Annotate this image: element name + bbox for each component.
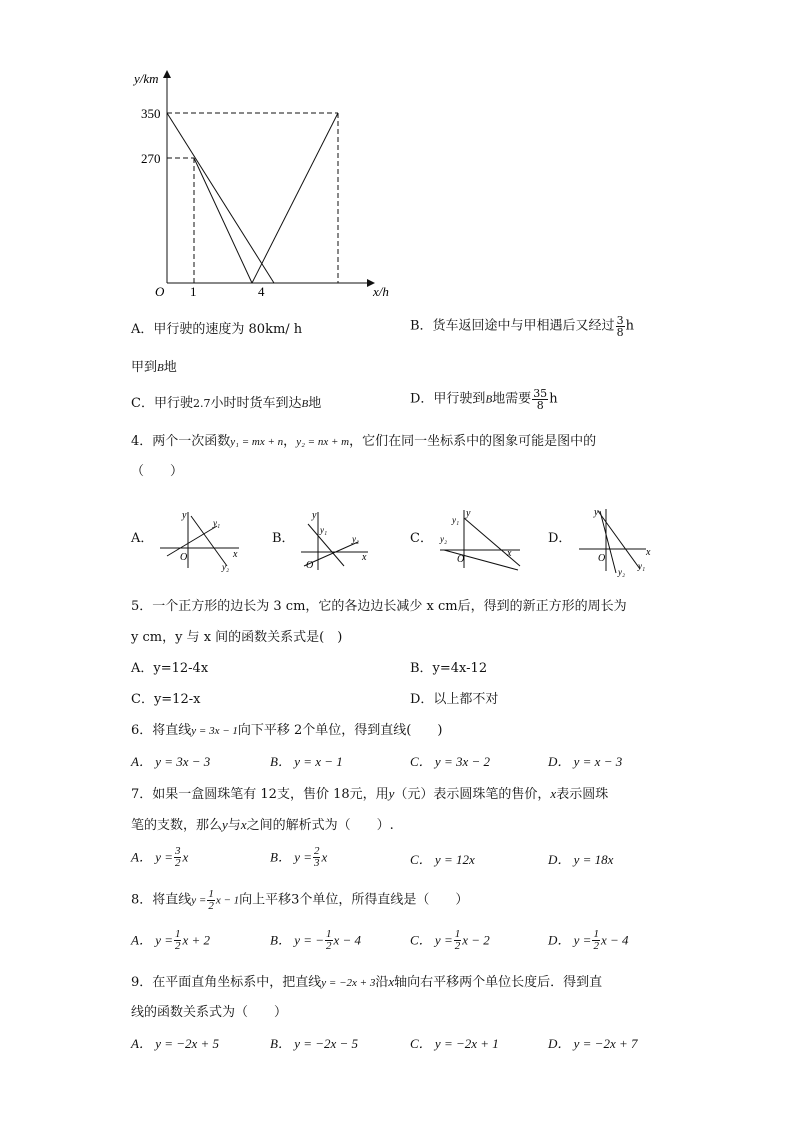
q4-option-b-label[interactable]: B． — [272, 531, 295, 546]
svg-text:x: x — [646, 547, 651, 558]
q4-graph-a[interactable] — [155, 508, 245, 572]
q9-stem-line1: 9．在平面直角坐标系中，把直线y = −2x + 3沿x轴向右平移两个单位长度后．得到直 — [131, 974, 603, 990]
y-tick-270: 270 — [141, 151, 161, 166]
q4-graph-c[interactable] — [434, 504, 530, 572]
svg-text:y: y — [594, 507, 599, 518]
svg-text:y: y — [312, 510, 317, 521]
svg-text:y₁: y₁ — [320, 525, 328, 535]
q6-option-d[interactable]: D． y = x − 3 — [548, 754, 623, 769]
q6-option-c[interactable]: C． y = 3x − 2 — [410, 754, 491, 769]
q9-option-a[interactable]: A． y = −2x + 5 — [131, 1036, 220, 1051]
svg-text:O: O — [598, 553, 606, 564]
x-tick-4: 4 — [258, 284, 265, 299]
svg-text:x: x — [362, 552, 367, 563]
svg-text:O: O — [306, 560, 314, 571]
q5-option-c[interactable]: C．y=12-x — [131, 692, 201, 707]
q4-option-c-label[interactable]: C． — [410, 531, 433, 546]
q3-b-post: h — [625, 318, 634, 334]
svg-text:y₁: y₁ — [638, 561, 646, 571]
q9-option-d[interactable]: D． y = −2x + 7 — [548, 1036, 638, 1051]
q9-option-c[interactable]: C． y = −2x + 1 — [410, 1036, 499, 1051]
q5-option-b[interactable]: B．y=4x-12 — [410, 661, 488, 676]
q5-option-a[interactable]: A．y=12-4x — [131, 661, 209, 676]
q5-stem-line1: 5．一个正方形的边长为 3 cm，它的各边边长减少 x cm后，得到的新正方形的周长为 — [131, 599, 627, 614]
q9-stem-line2: 线的函数关系式为（ ） — [131, 1005, 288, 1020]
svg-text:y₂: y₂ — [352, 534, 360, 544]
q8-option-b[interactable]: B． y = − $\frac{1}{2}$ x − 4 — [270, 928, 362, 952]
q7-option-c[interactable]: C． y = 12x — [410, 852, 475, 867]
q8-option-a[interactable]: A． y = $\frac{1}{2}$ x + 2 — [131, 928, 211, 952]
q8-option-c[interactable]: C． y = $\frac{1}{2}$ x − 2 — [410, 928, 490, 952]
svg-text:x: x — [507, 548, 512, 559]
q3-option-b-line2: 甲到B地 — [131, 360, 177, 375]
y-axis-label: y/km — [134, 71, 159, 86]
line-truck-back — [252, 113, 338, 283]
q4-option-a-label[interactable]: A． — [131, 531, 154, 546]
svg-text:O: O — [457, 554, 465, 565]
q7-stem-line1: 7．如果一盒圆珠笔有 12支，售价 18元，用y（元）表示圆珠笔的售价，x表示圆珠 — [131, 786, 609, 802]
q3-option-b[interactable] — [410, 315, 634, 338]
q7-option-a[interactable]: A． y = $\frac{3}{2}$ x — [131, 845, 189, 869]
q6-option-a[interactable]: A． y = 3x − 3 — [131, 754, 211, 769]
origin-label: O — [155, 284, 165, 299]
q8-option-d[interactable]: D． y = $\frac{1}{2}$ x − 4 — [548, 928, 629, 952]
svg-text:y₁: y₁ — [213, 518, 221, 528]
svg-text:y₁: y₁ — [452, 515, 460, 525]
q5-stem-line2: y cm，y 与 x 间的函数关系式是( ) — [131, 630, 343, 645]
x-axis-label: x/h — [373, 284, 389, 299]
svg-text:y₂: y₂ — [222, 562, 230, 572]
svg-text:x: x — [233, 549, 238, 560]
svg-text:y₂: y₂ — [618, 567, 626, 577]
q4c-y1 — [464, 518, 520, 566]
q4-stem: 4．两个一次函数y₁ = mx + n，y₂ = nx + m，它们在同一坐标系中的图象可能是图中的 — [131, 434, 597, 449]
q5-option-d[interactable]: D．以上都不对 — [410, 692, 499, 707]
q4a-y2 — [191, 516, 227, 566]
q9-option-b[interactable]: B． y = −2x − 5 — [270, 1036, 359, 1051]
q3-option-a[interactable]: A．甲行驶的速度为 80km/ h — [131, 322, 303, 337]
q3-option-d[interactable]: D．甲行驶到B地需要 $\frac{35}{8}$ h — [410, 387, 558, 412]
distance-time-graph — [130, 60, 400, 305]
svg-text:O: O — [180, 552, 188, 563]
q7-option-d[interactable]: D． y = 18x — [548, 852, 614, 867]
q3-b-pre: B．货车返回途中与甲相遇后又经过 — [410, 318, 615, 334]
svg-text:y₂: y₂ — [440, 534, 448, 544]
q4-option-d-label[interactable]: D． — [548, 531, 572, 546]
q3-option-c[interactable]: C．甲行驶2.7小时时货车到达B地 — [131, 396, 322, 411]
line-car-a — [167, 113, 274, 283]
y-tick-350: 350 — [141, 106, 161, 121]
svg-text:y: y — [182, 510, 187, 521]
svg-text:y: y — [466, 508, 471, 519]
q6-stem: 6．将直线y = 3x − 1向下平移 2个单位，得到直线( ) — [131, 723, 443, 738]
q7-option-b[interactable]: B． y = $\frac{2}{3}$ x — [270, 845, 328, 869]
q4-graph-b[interactable] — [296, 508, 386, 572]
q4-paren: （ ） — [131, 464, 184, 479]
q3-b-frac: $\frac{3}{8}$ — [616, 314, 624, 339]
q6-option-b[interactable]: B． y = x − 1 — [270, 754, 343, 769]
q7-stem-line2: 笔的支数，那么y与x之间的解析式为（ ）. — [131, 817, 394, 833]
q8-stem: 8．将直线y = $\frac{1}{2}$ x − 1向上平移3个单位，所得直线是（ ） — [131, 888, 469, 912]
line-truck-go — [194, 158, 252, 283]
x-tick-1: 1 — [190, 284, 197, 299]
q4-graph-d[interactable] — [574, 505, 660, 577]
